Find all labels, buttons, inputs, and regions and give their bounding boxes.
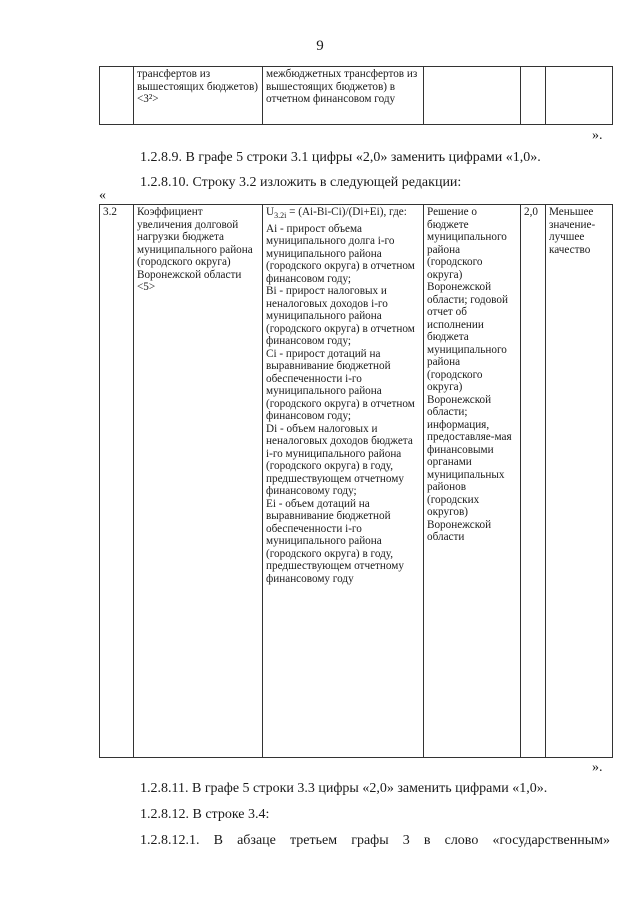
indicator-name: Коэффициент увеличения долговой нагрузки бюджета муниципального района (городского округа) Воронежской области <5>: [134, 205, 263, 758]
formula-term-a: Ai - прирост объема муниципального долга i-го муниципального района (городского округа) в отчетном финансовом году;: [266, 222, 415, 285]
formula-term-c: Ci - прирост дотаций на выравнивание бюджетной обеспеченности i-го муниципального района (городского округа) в отчетном финансовом году;: [266, 347, 415, 423]
paragraph-1-2-8-12-1: 1.2.8.12.1. В абзаце третьем графы 3 в слово «государственным»: [140, 833, 610, 848]
top-cell-2: трансфертов из вышестоящих бюджетов) <3²>: [134, 67, 263, 125]
paragraph-1-2-8-9: 1.2.8.9. В графе 5 строки 3.1 цифры «2,0» заменить цифрами «1,0».: [140, 150, 541, 165]
formula-cell: [263, 205, 424, 758]
formula-symbol: U: [266, 206, 275, 218]
closing-quote-2: ».: [592, 760, 603, 775]
formula-definition: [266, 206, 420, 223]
paragraph-1-2-8-12: 1.2.8.12. В строке 3.4:: [140, 807, 270, 822]
paragraph-1-2-8-10: 1.2.8.10. Строку 3.2 изложить в следующей редакции:: [140, 175, 462, 190]
opening-quote: «: [99, 188, 106, 203]
formula-term-b: Bi - прирост налоговых и неналоговых доходов i-го муниципального района (городского округа) в отчетном финансовом году;: [266, 285, 415, 348]
row-number: 3.2: [100, 205, 134, 758]
weight: 2,0: [521, 205, 546, 758]
paragraph-1-2-8-11: 1.2.8.11. В графе 5 строки 3.3 цифры «2,0» заменить цифрами «1,0».: [140, 781, 548, 796]
top-cell-4: [424, 67, 521, 125]
formula-expression: = (Ai-Bi-Ci)/(Di+Ei), где:: [286, 206, 407, 218]
top-table-fragment: [99, 66, 613, 125]
formula-term-d: Di - объем налоговых и неналоговых доходов бюджета i-го муниципального района (городского округа) в году, предшествующем отчетному финансовому году;: [266, 422, 413, 498]
quality-direction: Меньшее значение-лучшее качество: [546, 205, 613, 758]
formula-term-e: Ei - объем дотаций на выравнивание бюджетной обеспеченности i-го муниципального района (городского округа) в году, предшествующем отчетному финансовому году: [266, 497, 404, 585]
top-cell-1: [100, 67, 134, 125]
formula-subscript: 3.2i: [274, 211, 287, 221]
closing-quote-1: ».: [592, 128, 603, 143]
indicator-table-3-2: [99, 204, 613, 758]
data-source: Решение о бюджете муниципального района (городского округа) Воронежской области; годовой отчет об исполнении бюджета муниципального района (городского округа) Воронежской области; информация, предоставляе-мая финансовыми органами муниципальных районов (городских округов) Воронежской области: [424, 205, 521, 758]
top-cell-5: [521, 67, 546, 125]
top-cell-3: межбюджетных трансфертов из вышестоящих бюджетов) в отчетном финансовом году: [263, 67, 424, 125]
top-cell-6: [546, 67, 613, 125]
page-number: 9: [316, 38, 324, 54]
